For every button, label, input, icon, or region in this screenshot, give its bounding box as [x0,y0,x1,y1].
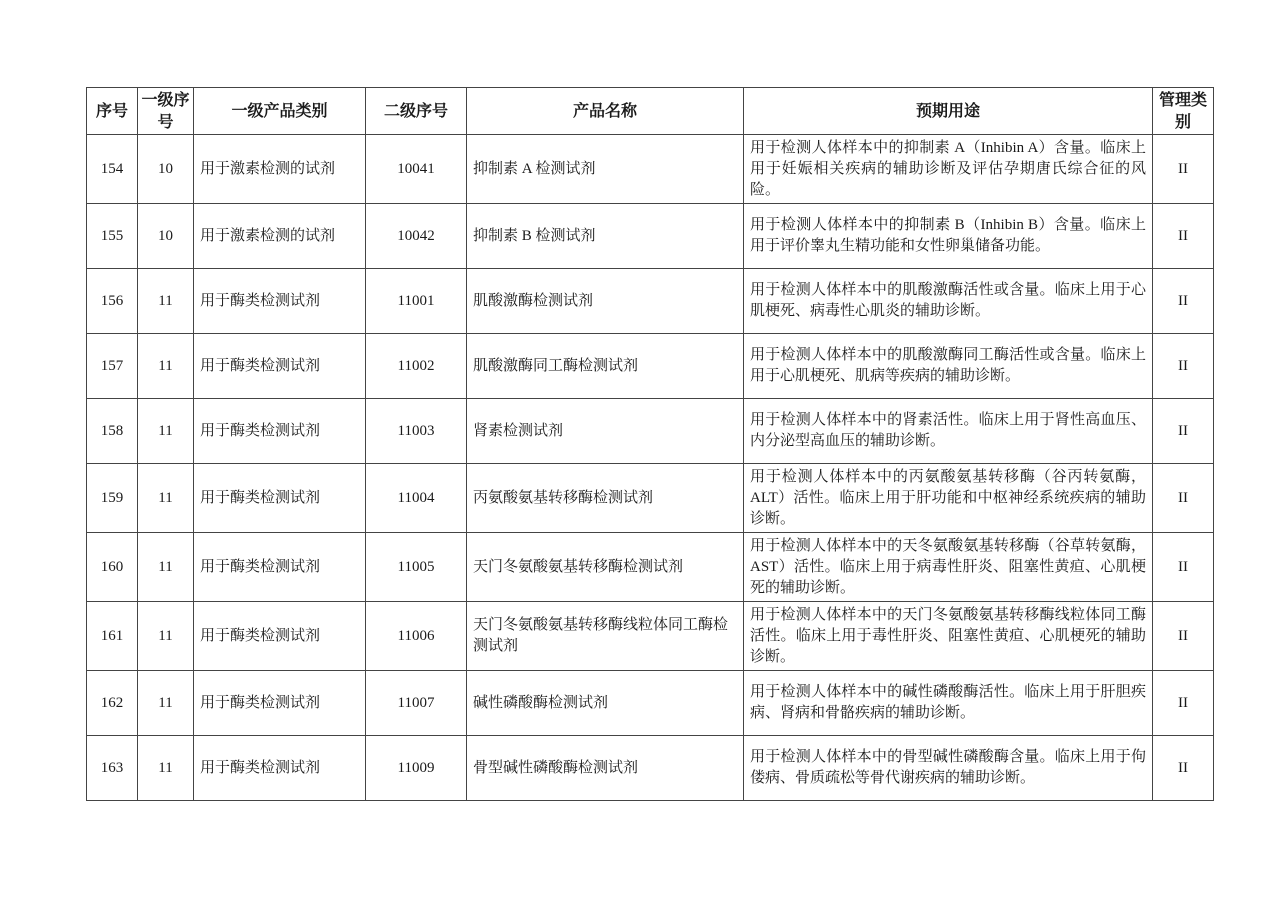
cell-level1-seq: 11 [138,464,194,533]
table-row [87,399,1214,464]
cell-level2-seq: 11002 [366,334,467,399]
header-intended-use: 预期用途 [744,88,1153,135]
table-body [87,135,1214,801]
cell-seq: 156 [87,269,138,334]
table-row [87,533,1214,602]
cell-product-name: 骨型碱性磷酸酶检测试剂 [467,736,744,801]
cell-category: 用于酶类检测试剂 [194,671,366,736]
cell-level2-seq: 11007 [366,671,467,736]
cell-product-name: 抑制素 B 检测试剂 [467,204,744,269]
cell-level1-seq: 11 [138,399,194,464]
cell-seq: 162 [87,671,138,736]
cell-mgmt-class: II [1153,533,1214,602]
cell-intended-use: 用于检测人体样本中的肾素活性。临床上用于肾性高血压、内分泌型高血压的辅助诊断。 [744,399,1153,464]
cell-level2-seq: 11006 [366,602,467,671]
cell-intended-use: 用于检测人体样本中的天门冬氨酸氨基转移酶线粒体同工酶活性。临床上用于毒性肝炎、阻塞性黄疸、心肌梗死的辅助诊断。 [744,602,1153,671]
header-seq: 序号 [87,88,138,135]
table-row [87,269,1214,334]
cell-mgmt-class: II [1153,135,1214,204]
cell-level1-seq: 11 [138,533,194,602]
cell-level1-seq: 11 [138,269,194,334]
product-catalog-table [86,87,1214,801]
cell-seq: 159 [87,464,138,533]
table-row [87,464,1214,533]
cell-product-name: 天门冬氨酸氨基转移酶线粒体同工酶检测试剂 [467,602,744,671]
cell-level2-seq: 10042 [366,204,467,269]
cell-category: 用于酶类检测试剂 [194,399,366,464]
cell-product-name: 肌酸激酶同工酶检测试剂 [467,334,744,399]
table-row [87,602,1214,671]
cell-intended-use: 用于检测人体样本中的天冬氨酸氨基转移酶（谷草转氨酶，AST）活性。临床上用于病毒性肝炎、阻塞性黄疸、心肌梗死的辅助诊断。 [744,533,1153,602]
cell-level2-seq: 11001 [366,269,467,334]
header-row [87,88,1214,135]
cell-intended-use: 用于检测人体样本中的骨型碱性磷酸酶含量。临床上用于佝偻病、骨质疏松等骨代谢疾病的辅助诊断。 [744,736,1153,801]
cell-product-name: 丙氨酸氨基转移酶检测试剂 [467,464,744,533]
cell-product-name: 天门冬氨酸氨基转移酶检测试剂 [467,533,744,602]
cell-seq: 154 [87,135,138,204]
header-mgmt-class: 管理类别 [1153,88,1214,135]
header-level1-category: 一级产品类别 [194,88,366,135]
cell-category: 用于酶类检测试剂 [194,269,366,334]
cell-category: 用于酶类检测试剂 [194,334,366,399]
cell-product-name: 碱性磷酸酶检测试剂 [467,671,744,736]
cell-category: 用于激素检测的试剂 [194,204,366,269]
table-header [87,88,1214,135]
cell-level1-seq: 10 [138,135,194,204]
table-row [87,204,1214,269]
cell-category: 用于激素检测的试剂 [194,135,366,204]
cell-seq: 157 [87,334,138,399]
cell-level1-seq: 11 [138,736,194,801]
header-product-name: 产品名称 [467,88,744,135]
cell-mgmt-class: II [1153,334,1214,399]
cell-product-name: 抑制素 A 检测试剂 [467,135,744,204]
cell-level2-seq: 11005 [366,533,467,602]
cell-product-name: 肌酸激酶检测试剂 [467,269,744,334]
cell-intended-use: 用于检测人体样本中的肌酸激酶活性或含量。临床上用于心肌梗死、病毒性心肌炎的辅助诊断。 [744,269,1153,334]
cell-category: 用于酶类检测试剂 [194,533,366,602]
cell-mgmt-class: II [1153,671,1214,736]
table-row [87,135,1214,204]
cell-intended-use: 用于检测人体样本中的碱性磷酸酶活性。临床上用于肝胆疾病、肾病和骨骼疾病的辅助诊断。 [744,671,1153,736]
cell-category: 用于酶类检测试剂 [194,464,366,533]
cell-mgmt-class: II [1153,399,1214,464]
cell-intended-use: 用于检测人体样本中的抑制素 A（Inhibin A）含量。临床上用于妊娠相关疾病的辅助诊断及评估孕期唐氏综合征的风险。 [744,135,1153,204]
header-level1-seq: 一级序号 [138,88,194,135]
cell-level2-seq: 11009 [366,736,467,801]
cell-intended-use: 用于检测人体样本中的抑制素 B（Inhibin B）含量。临床上用于评价睾丸生精功能和女性卵巢储备功能。 [744,204,1153,269]
cell-level1-seq: 11 [138,602,194,671]
cell-mgmt-class: II [1153,464,1214,533]
table-row [87,671,1214,736]
table-row [87,736,1214,801]
cell-level1-seq: 11 [138,671,194,736]
cell-mgmt-class: II [1153,204,1214,269]
cell-intended-use: 用于检测人体样本中的丙氨酸氨基转移酶（谷丙转氨酶，ALT）活性。临床上用于肝功能和中枢神经系统疾病的辅助诊断。 [744,464,1153,533]
cell-mgmt-class: II [1153,602,1214,671]
cell-level1-seq: 10 [138,204,194,269]
cell-level2-seq: 11004 [366,464,467,533]
cell-level2-seq: 11003 [366,399,467,464]
cell-seq: 163 [87,736,138,801]
cell-seq: 158 [87,399,138,464]
table-row [87,334,1214,399]
cell-product-name: 肾素检测试剂 [467,399,744,464]
cell-mgmt-class: II [1153,736,1214,801]
cell-level2-seq: 10041 [366,135,467,204]
cell-seq: 155 [87,204,138,269]
cell-level1-seq: 11 [138,334,194,399]
cell-seq: 160 [87,533,138,602]
cell-category: 用于酶类检测试剂 [194,602,366,671]
cell-intended-use: 用于检测人体样本中的肌酸激酶同工酶活性或含量。临床上用于心肌梗死、肌病等疾病的辅助诊断。 [744,334,1153,399]
cell-category: 用于酶类检测试剂 [194,736,366,801]
cell-mgmt-class: II [1153,269,1214,334]
header-level2-seq: 二级序号 [366,88,467,135]
cell-seq: 161 [87,602,138,671]
